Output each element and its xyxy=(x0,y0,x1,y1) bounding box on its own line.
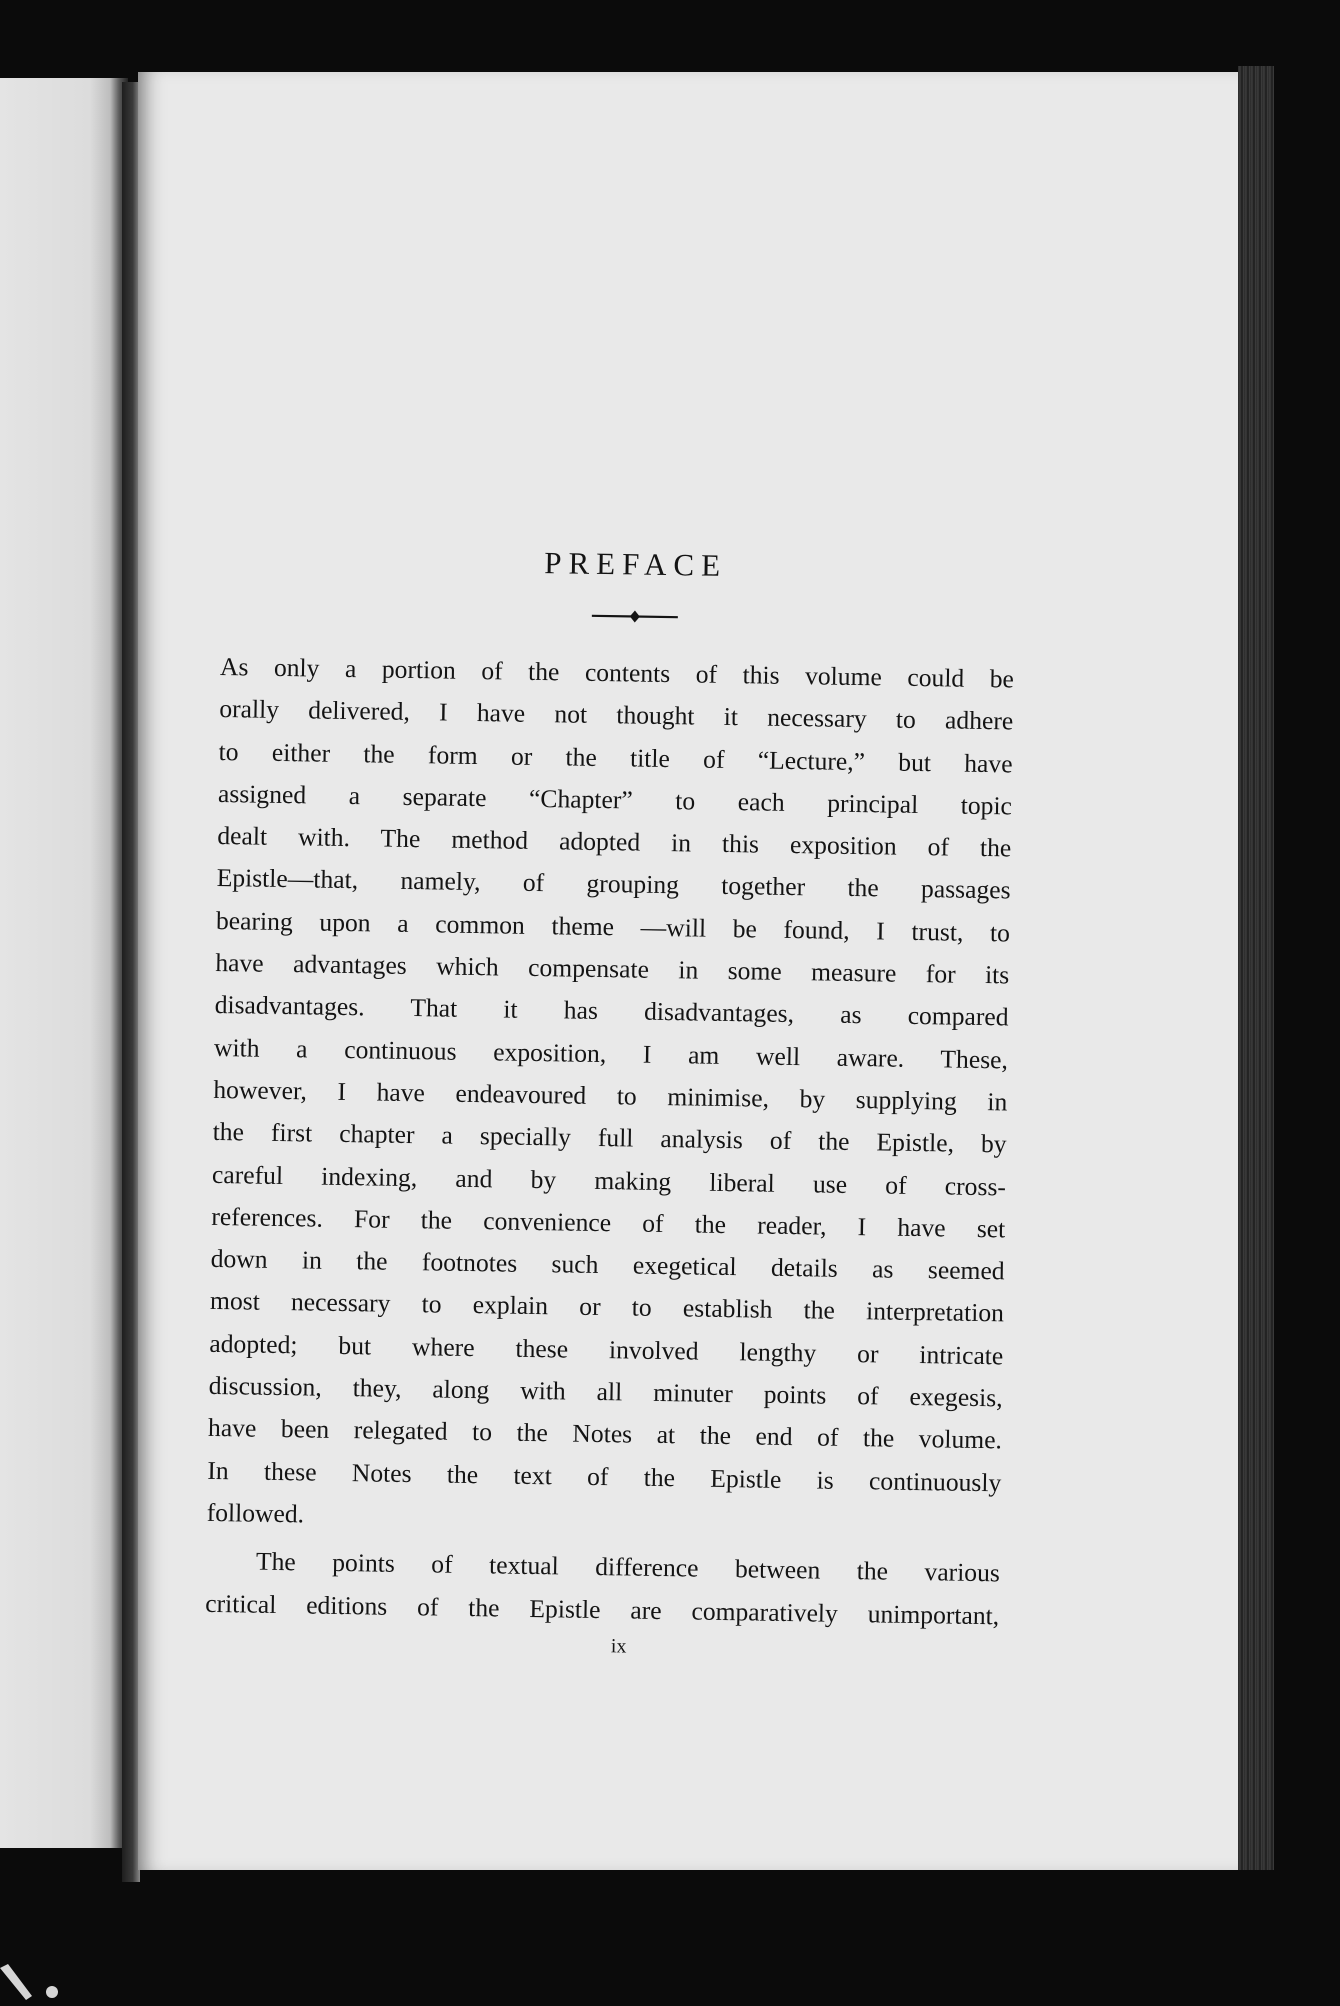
left-page-edge xyxy=(0,78,128,1848)
text-line: adopted; but where these involved lengthy or intricate xyxy=(209,1328,1004,1371)
page-heading: PREFACE xyxy=(544,545,728,583)
text-line: careful indexing, and by making liberal use of cross- xyxy=(211,1159,1007,1201)
text-line: assigned a separate “Chapter” to each principal topic xyxy=(217,778,1013,821)
preface-paragraph-2 xyxy=(205,1540,1000,1637)
text-line: with a continuous exposition, I am well aware. These, xyxy=(213,1032,1009,1075)
page-number: ix xyxy=(610,1635,627,1658)
text-line: most necessary to explain or to establish the interpretation xyxy=(209,1286,1005,1328)
text-line: however, I have endeavoured to minimise, by supplying in xyxy=(213,1074,1008,1117)
text-line: dealt with. The method adopted in this exposition of the xyxy=(217,821,1012,863)
preface-paragraph-1 xyxy=(206,646,1014,1547)
rule-with-diamond-ornament-icon xyxy=(255,603,1015,631)
text-line: down in the footnotes such exegetical details as seemed xyxy=(210,1244,1005,1286)
text-line: discussion, they, along with all minuter points of exegesis, xyxy=(208,1370,1003,1413)
text-line: Epistle—that, namely, of grouping together the passages xyxy=(216,863,1011,905)
text-line: the first chapter a specially full analysis of the Epistle, by xyxy=(212,1117,1007,1159)
text-line: bearing upon a common theme —will be found, I trust, to xyxy=(215,905,1011,948)
text-line: The points of textual difference between the various xyxy=(255,1546,1001,1588)
text-line: critical editions of the Epistle are comparatively unimportant, xyxy=(205,1588,1000,1630)
text-line: disadvantages. That it has disadvantages, as compared xyxy=(214,990,1009,1032)
text-line: have advantages which compensate in some measure for its xyxy=(215,948,1010,990)
page-block-edges xyxy=(1238,66,1274,1870)
page-text xyxy=(205,540,1016,1664)
scan-artifact-icon xyxy=(0,1960,70,2006)
text-line: As only a portion of the contents of this volume could be xyxy=(219,651,1015,694)
text-line: references. For the convenience of the reader, I have set xyxy=(211,1201,1006,1244)
text-line: In these Notes the text of the Epistle is continuously xyxy=(207,1455,1002,1497)
text-line: orally delivered, I have not thought it necessary to adhere xyxy=(219,694,1014,736)
text-line: to either the form or the title of “Lecture,” but have xyxy=(218,736,1013,779)
text-line: have been relegated to the Notes at the end of the volume. xyxy=(207,1413,1003,1455)
text-line: followed. xyxy=(206,1497,305,1529)
